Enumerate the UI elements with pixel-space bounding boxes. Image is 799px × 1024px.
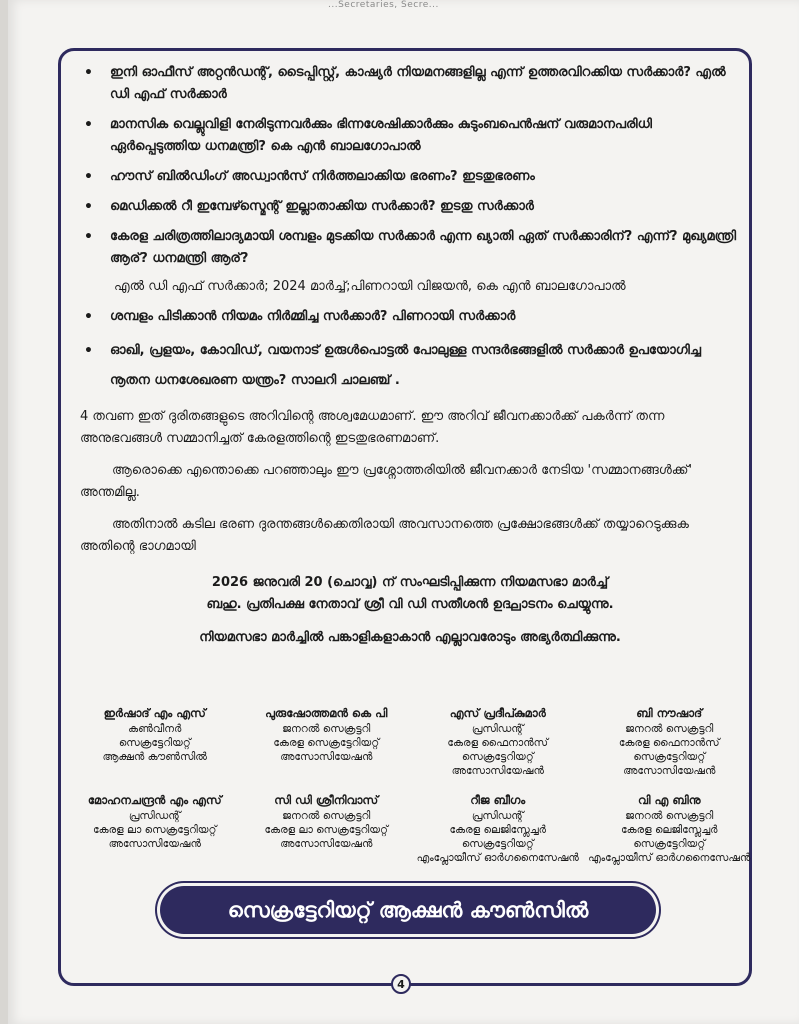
signatory-name: സി ഡി ശ്രീനിവാസ് bbox=[274, 793, 379, 807]
signatory-org: കേരള സെക്രട്ടേറിയറ്റ് bbox=[273, 737, 380, 749]
page-number: 4 bbox=[391, 974, 411, 994]
bullet-icon: • bbox=[84, 343, 93, 359]
signatory-org: കേരള ലാ സെക്രട്ടേറിയറ്റ് bbox=[93, 824, 217, 836]
question-text: ഹൗസ് ബിൽഡിംഗ് അഡ്വാൻസ് നിർത്തലാക്കിയ ഭരണം? ഇടതുഭരണം bbox=[110, 169, 535, 184]
question-text: മാനസിക വെല്ലുവിളി നേരിടുന്നവർക്കും ഭിന്നശേഷിക്കാർക്കും കുടുംബപെൻഷന് വരുമാനപരിധി ഏർപ്പെടുത്തിയ ധനമന്ത്രി? കെ എൻ ബാലഗോപാൽ bbox=[110, 117, 652, 154]
signatory-name: പുരുഷോത്തമൻ കെ പി bbox=[265, 706, 388, 720]
signatory-org: ആക്ഷൻ കൗൺസിൽ bbox=[102, 751, 207, 763]
signatory bbox=[72, 706, 238, 778]
question-text: ശമ്പളം പിടിക്കാൻ നിയമം നിർമ്മിച്ച സർക്കാർ? പിണറായി സർക്കാർ bbox=[110, 309, 516, 324]
signatory-name: ബി നൗഷാദ് bbox=[636, 706, 703, 720]
signatory bbox=[72, 793, 238, 865]
signatories-row-2 bbox=[72, 793, 752, 865]
invitation: നിയമസഭാ മാർച്ചിൽ പങ്കാളികളാകാൻ എല്ലാവരോടും അഭ്യർത്ഥിക്കുന്നു. bbox=[199, 630, 621, 645]
paragraph-2: ആരൊക്കെ എന്തൊക്കെ പറഞ്ഞാലും ഈ പ്രശ്നോത്തരിയിൽ ജീവനക്കാർ നേടിയ 'സമ്മാനങ്ങൾക്ക്' അന്തമില്ല. bbox=[80, 463, 693, 500]
signatory-name: മോഹനചന്ദ്രൻ എം എസ് bbox=[87, 793, 222, 807]
signatory-role: ജനറൽ സെക്രട്ടറി bbox=[625, 723, 714, 735]
main-content bbox=[80, 62, 740, 645]
list-item bbox=[80, 336, 740, 396]
bullet-icon: • bbox=[84, 229, 93, 245]
signatories-row-1 bbox=[72, 706, 752, 778]
signatory-org: സെക്രട്ടേറിയറ്റ് bbox=[461, 751, 534, 763]
list-item bbox=[80, 114, 740, 158]
signatory bbox=[415, 793, 581, 865]
signatory-org: കേരള ലാ സെക്രട്ടേറിയറ്റ് bbox=[264, 824, 388, 836]
question-text: കേരള ചരിത്രത്തിലാദ്യമായി ശമ്പളം മുടക്കിയ സർക്കാർ എന്ന ഖ്യാതി ഏത് സർക്കാരിന്? എന്ന്? മുഖ്യമന്ത്രി ആര്? ധനമന്ത്രി ആര്? bbox=[110, 229, 737, 266]
signatory-org: കേരള ഫൈനാൻസ് bbox=[447, 737, 549, 749]
signatory-name: വി എ ബിനു bbox=[637, 793, 701, 807]
signatory-org: എംപ്ലോയീസ് ഓർഗനൈസേഷൻ bbox=[588, 852, 751, 864]
signatory bbox=[244, 706, 410, 778]
signatory-org: അസോസിയേഷൻ bbox=[280, 751, 373, 763]
signatory-org: അസോസിയേഷൻ bbox=[280, 838, 373, 850]
signatory-role: പ്രസിഡന്റ് bbox=[471, 723, 524, 735]
signatory-org: എംപ്ലോയീസ് ഓർഗനൈസേഷൻ bbox=[416, 852, 579, 864]
signatory-org: അസോസിയേഷൻ bbox=[451, 765, 544, 777]
signatory-org: അസോസിയേഷൻ bbox=[108, 838, 201, 850]
signatory-org: സെക്രട്ടേറിയറ്റ് bbox=[118, 737, 191, 749]
bullet-icon: • bbox=[84, 117, 93, 133]
question-text: ഓഖി, പ്രളയം, കോവിഡ്, വയനാട് ഉരുൾപൊട്ടൽ പോലുള്ള സന്ദർഭങ്ങളിൽ സർക്കാർ ഉപയോഗിച്ച നൂതന ധനശേഖരണ യന്ത്രം? സാലറി ചാലഞ്ച് . bbox=[110, 343, 701, 388]
bullet-icon: • bbox=[84, 65, 93, 81]
signatory bbox=[415, 706, 581, 778]
signatory-name: റീജ ബീഗം bbox=[470, 793, 526, 807]
paragraph-1: 4 തവണ ഇത് ദുരിതങ്ങളുടെ അറിവിന്റെ അശ്വമേധമാണ്. ഈ അറിവ് ജീവനക്കാർക്ക് പകർന്ന് തന്ന അനുഭവങ്ങൾ സമ്മാനിച്ചത് കേരളത്തിന്റെ ഇടതുഭരണമാണ്. bbox=[80, 409, 665, 446]
question-text: ഇനി ഓഫീസ് അറ്റൻഡന്റ്, ടൈപ്പിസ്റ്റ്, കാഷ്യർ നിയമനങ്ങളില്ല എന്ന് ഉത്തരവിറക്കിയ സർക്കാർ? എൽ ഡി എഫ് സർക്കാർ bbox=[110, 65, 726, 102]
signatory-name: ഇർഷാദ് എം എസ് bbox=[103, 706, 206, 720]
march-line-1: 2026 ജനുവരി 20 (ചൊവ്വ) ന് സംഘടിപ്പിക്കുന്ന നിയമസഭാ മാർച്ച് bbox=[211, 575, 609, 590]
list-item bbox=[80, 166, 740, 188]
signatory-name: എസ് പ്രദീപ്കുമാർ bbox=[449, 706, 546, 720]
signatory-role: കൺവീനർ bbox=[128, 723, 182, 735]
list-item bbox=[80, 62, 740, 106]
question-list bbox=[80, 62, 740, 270]
signatory-role: ജനറൽ സെക്രട്ടറി bbox=[625, 810, 714, 822]
signatory-role: ജനറൽ സെക്രട്ടറി bbox=[282, 723, 371, 735]
signatory-role: ജനറൽ സെക്രട്ടറി bbox=[282, 810, 371, 822]
header-fragment: ...Secretaries, Secre... bbox=[328, 0, 439, 10]
paragraph-3: അതിനാൽ കുടില ഭരണ ദുരന്തങ്ങൾക്കെതിരായി അവസാനത്തെ പ്രക്ഷോഭങ്ങൾക്ക് തയ്യാറെടുക്കുക അതിന്റെ ഭാഗമായി bbox=[80, 517, 689, 554]
march-announcement bbox=[80, 572, 740, 616]
list-item bbox=[80, 306, 740, 328]
signatory-org: കേരള ലെജിസ്ലേച്ചർ സെക്രട്ടേറിയറ്റ് bbox=[449, 824, 547, 850]
signatory-org: കേരള ഫൈനാൻസ് bbox=[618, 737, 720, 749]
march-line-2: ബഹു. പ്രതിപക്ഷ നേതാവ് ശ്രീ വി ഡി സതീശൻ ഉദ്ഘാടനം ചെയ്യുന്നു. bbox=[206, 597, 614, 612]
signatory bbox=[587, 706, 753, 778]
bullet-icon: • bbox=[84, 309, 93, 325]
bullet-icon: • bbox=[84, 169, 93, 185]
question-list-2 bbox=[80, 306, 740, 396]
bullet-icon: • bbox=[84, 199, 93, 215]
list-item bbox=[80, 196, 740, 218]
signatory bbox=[587, 793, 753, 865]
signatory-org: കേരള ലെജിസ്ലേച്ചർ സെക്രട്ടേറിയറ്റ് bbox=[620, 824, 718, 850]
signatory bbox=[244, 793, 410, 865]
list-item bbox=[80, 226, 740, 270]
signatory-org: സെക്രട്ടേറിയറ്റ് അസോസിയേഷൻ bbox=[623, 751, 716, 777]
action-council-banner: സെക്രട്ടേറിയറ്റ് ആക്ഷൻ കൗൺസിൽ bbox=[160, 886, 656, 934]
answer-line: എൽ ഡി എഫ് സർക്കാർ; 2024 മാർച്ച്;പിണറായി വിജയൻ, കെ എൻ ബാലഗോപാൽ bbox=[114, 279, 626, 294]
signatory-role: പ്രസിഡന്റ് bbox=[471, 810, 524, 822]
signatory-role: പ്രസിഡന്റ് bbox=[128, 810, 181, 822]
question-text: മെഡിക്കൽ റീ ഇമ്പേഴ്സ്മെന്റ് ഇല്ലാതാക്കിയ സർക്കാർ? ഇടതു സർക്കാർ bbox=[110, 199, 534, 214]
